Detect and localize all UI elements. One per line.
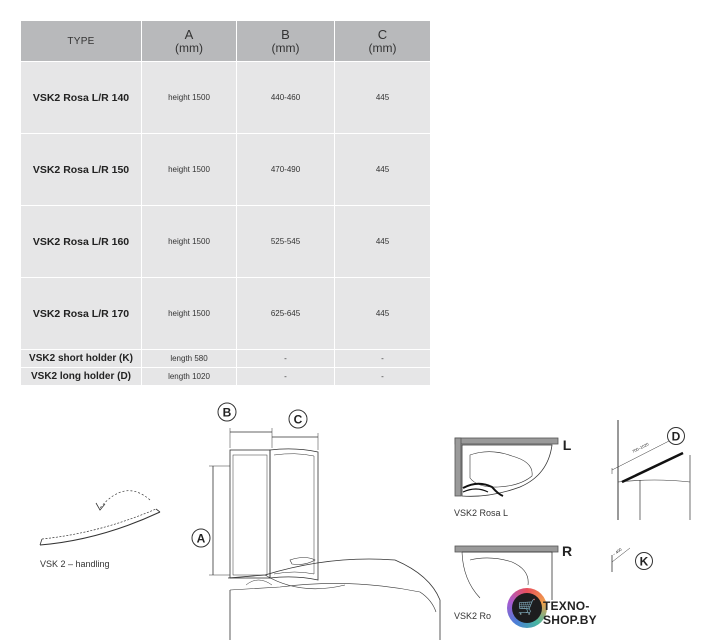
header-b-letter: B xyxy=(281,26,290,42)
row-a: height 1500 xyxy=(142,62,237,134)
cart-icon: 🛒 xyxy=(512,593,542,623)
row-a: length 1020 xyxy=(142,368,237,386)
watermark-text: TEXNO-SHOP.BY xyxy=(543,599,597,627)
row-b: 625-645 xyxy=(237,278,335,350)
header-a-letter: A xyxy=(184,26,194,42)
rosa-l-side: L xyxy=(562,437,572,453)
row-b: - xyxy=(237,350,335,368)
row-name: VSK2 short holder (K) xyxy=(21,350,142,368)
label-c: C xyxy=(293,412,303,427)
rosa-l-plan xyxy=(455,438,558,496)
row-a: height 1500 xyxy=(142,278,237,350)
watermark-ring xyxy=(507,588,547,628)
row-name: VSK2 long holder (D) xyxy=(21,368,142,386)
main-screen-drawing xyxy=(209,428,440,640)
row-b: 525-545 xyxy=(237,206,335,278)
row-c: 445 xyxy=(335,134,431,206)
watermark-badge xyxy=(507,588,637,628)
row-a: height 1500 xyxy=(142,206,237,278)
row-c: 445 xyxy=(335,206,431,278)
label-d: D xyxy=(671,429,681,444)
rosa-r-side: R xyxy=(561,543,573,559)
row-name: VSK2 Rosa L/R 150 xyxy=(21,134,142,206)
row-c: - xyxy=(335,368,431,386)
row-a: length 580 xyxy=(142,350,237,368)
row-c: - xyxy=(335,350,431,368)
row-name: VSK2 Rosa L/R 170 xyxy=(21,278,142,350)
row-name: VSK2 Rosa L/R 160 xyxy=(21,206,142,278)
label-a: A xyxy=(196,531,206,546)
row-name: VSK2 Rosa L/R 140 xyxy=(21,62,142,134)
handling-sketch xyxy=(40,491,160,545)
holder-d-dim: 700–1020 xyxy=(631,441,650,454)
row-b: 470-490 xyxy=(237,134,335,206)
handling-caption: VSK 2 – handling xyxy=(40,559,110,569)
header-type: TYPE xyxy=(21,21,142,62)
row-c: 445 xyxy=(335,62,431,134)
row-c: 445 xyxy=(335,278,431,350)
header-c-unit: (mm) xyxy=(368,40,397,55)
rosa-l-caption: VSK2 Rosa L xyxy=(454,508,509,518)
header-b-unit: (mm) xyxy=(271,40,300,55)
label-b: B xyxy=(222,405,232,420)
row-b: - xyxy=(237,368,335,386)
holder-k-dim: ~ 400 xyxy=(611,546,623,557)
label-k: K xyxy=(639,554,649,569)
row-a: height 1500 xyxy=(142,134,237,206)
header-c-letter: C xyxy=(377,26,388,42)
header-a-unit: (mm) xyxy=(175,40,203,55)
rosa-r-caption: VSK2 Ro xyxy=(454,611,492,621)
row-b: 440-460 xyxy=(237,62,335,134)
